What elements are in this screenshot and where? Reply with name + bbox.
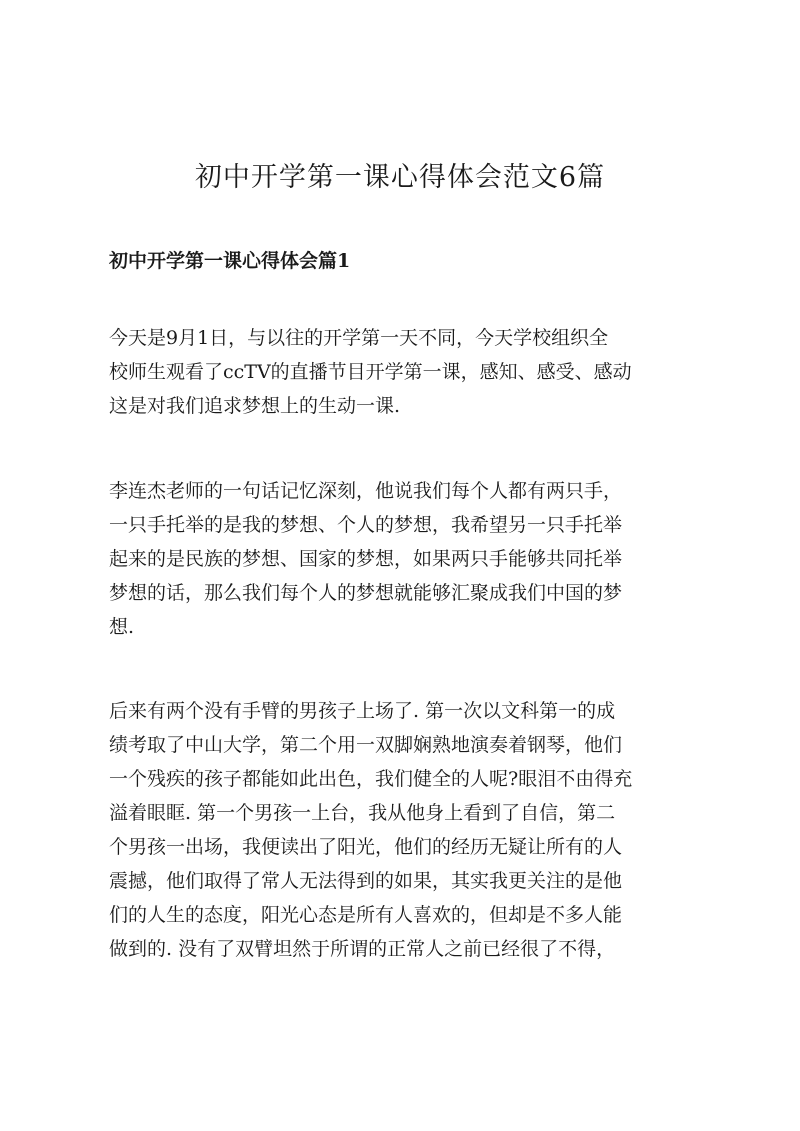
paragraph-line: 想.: [109, 616, 135, 638]
document-title: 初中开学第一课心得体会范文6篇: [194, 162, 606, 193]
paragraph-line: 李连杰老师的一句话记忆深刻，他说我们每个人都有两只手，: [109, 480, 623, 502]
paragraph-line: 一个残疾的孩子都能如此出色，我们健全的人呢?眼泪不由得充: [109, 768, 633, 790]
paragraph-line: 绩考取了中山大学，第二个用一双脚娴熟地演奏着钢琴，他们: [109, 734, 623, 756]
paragraph-line: 做到的. 没有了双臂坦然于所谓的正常人之前已经很了不得，: [109, 938, 616, 960]
paragraph-line: 这是对我们追求梦想上的生动一课.: [109, 395, 401, 417]
paragraph-2: [109, 474, 709, 644]
paragraph-line: 后来有两个没有手臂的男孩子上场了. 第一次以文科第一的成: [109, 700, 616, 722]
section-heading: 初中开学第一课心得体会篇1: [109, 250, 351, 272]
paragraph-line: 起来的是民族的梦想、国家的梦想，如果两只手能够共同托举: [109, 548, 623, 570]
paragraph-line: 一只手托举的是我的梦想、个人的梦想，我希望另一只手托举: [109, 514, 623, 536]
paragraph-line: 梦想的话，那么我们每个人的梦想就能够汇聚成我们中国的梦: [109, 582, 623, 604]
paragraph-line: 震撼，他们取得了常人无法得到的如果，其实我更关注的是他: [109, 870, 623, 892]
paragraph-line: 校师生观看了ccTV的直播节目开学第一课，感知、感受、感动: [109, 361, 632, 383]
paragraph-line: 个男孩一出场，我便读出了阳光，他们的经历无疑让所有的人: [109, 836, 623, 858]
paragraph-line: 们的人生的态度，阳光心态是所有人喜欢的，但却是不多人能: [109, 904, 623, 926]
paragraph-line: 今天是9月1日，与以往的开学第一天不同，今天学校组织全: [109, 327, 609, 349]
paragraph-line: 溢着眼眶. 第一个男孩一上台，我从他身上看到了自信，第二: [109, 802, 616, 824]
paragraph-1: [109, 321, 709, 423]
paragraph-3: [109, 694, 709, 966]
